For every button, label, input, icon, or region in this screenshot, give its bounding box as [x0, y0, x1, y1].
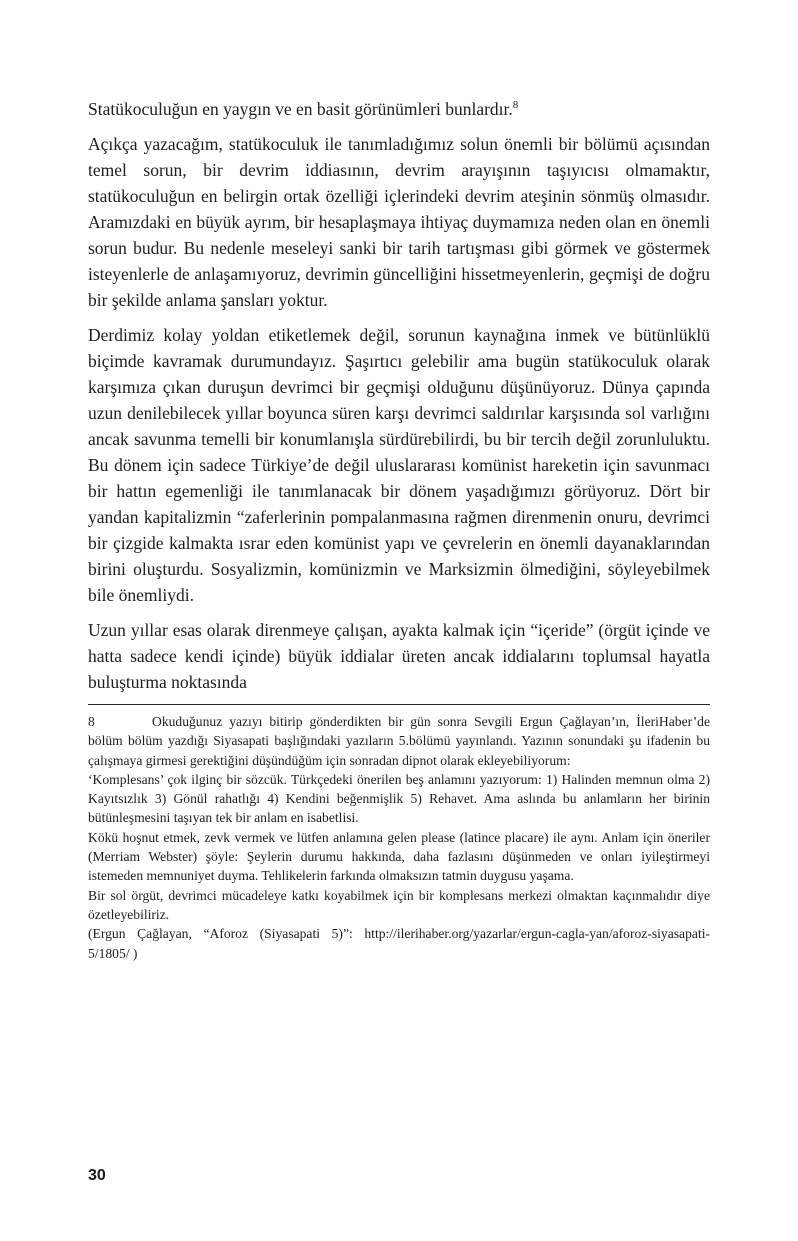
footnote-paragraph: (Ergun Çağlayan, “Aforoz (Siyasapati 5)”: http://ilerihaber.org/yazarlar/ergun-cagla-yan/aforoz-siyasapati-5/1805/ ) [88, 926, 710, 961]
paragraph: Uzun yıllar esas olarak direnmeye çalışan, ayakta kalmak için “içeride” (örgüt içinde ve hatta sadece kendi içinde) büyük iddialar üreten ancak iddialarını toplumsal hayatla buluşturma noktasında [88, 620, 710, 692]
footnote-paragraph [88, 712, 710, 770]
footnote-rule [88, 704, 710, 705]
footnote-paragraph: ‘Komplesans’ çok ilginç bir sözcük. Türkçedeki önerilen beş anlamını yazıyorum: 1) Halinden memnun olma 2) Kayıtsızlık 3) Gönül rahatlığı 4) Kendini beğenmişlik 5) Rehavet. Ama aslında bu anlamların her birinin bütünleşmesini taşıyan tek bir anlam en isabetlisi. [88, 771, 710, 826]
page-number: 30 [88, 1167, 106, 1184]
footnote-paragraph: Bir sol örgüt, devrimci mücadeleye katkı koyabilmek için bir komplesans merkezi olmaktan kaçınmalıdır diye özetleyebiliriz. [88, 887, 710, 922]
paragraph-text: Statükoculuğun en yaygın ve en basit görünümleri bunlardır. [88, 99, 513, 119]
paragraph: Derdimiz kolay yoldan etiketlemek değil, sorunun kaynağına inmek ve bütünlüklü biçimde kavramak durumundayız. Şaşırtıcı gelebilir ama bugün statükoculuk olarak karşımıza çıkan duruşun devrimci bir geçmişi olduğunu düşünüyoruz. Dünya çapında uzun denilebilecek yıllar boyunca süren karşı devrimci saldırılar karşısında sol varlığını ancak savunma temelli bir konumlanışla sürdürebilirdi, bu bir tercih değil zorunluluktu. Bu dönem için sadece Türkiye’de değil uluslararası komünist hareketin için savunmacı bir hattın egemenliği ile tanımlanacak bir dönem yaşadığımızı görüyoruz. Dört bir yandan kapitalizmin “zaferlerinin pompalanmasına rağmen direnmenin onuru, devrimci bir çizgide kalmakta ısrar eden komünist yapı ve çevrelerin en önemli dayanaklarından birini oluşturdu. Sosyalizmin, komünizmin ve Marksizmin ölmediğini, söyleyebilmek bile önemliydi. [88, 325, 710, 605]
footnote-text: Okuduğunuz yazıyı bitirip gönderdikten bir gün sonra Sevgili Ergun Çağlayan’ın, İleriHaber’de bölüm bölüm yazdığı Siyasapati başlığındaki yazıların 5.bölümü yayınlandı. Yazının sonundaki şu ifadenin bu çalışmaya girmesi gerektiğini düşündüğüm için sonradan dipnot olarak ekleyebiliyorum: [88, 714, 710, 768]
footnote-marker: 8 [88, 714, 95, 729]
body-text [88, 96, 710, 695]
paragraph [88, 96, 710, 122]
footnote-ref: 8 [512, 99, 519, 112]
footnotes [88, 712, 710, 963]
paragraph: Açıkça yazacağım, statükoculuk ile tanımladığımız solun önemli bir bölümü açısından temel sorun, bir devrim iddiasının, devrim arayışının taşıyıcısı olmamaktır, statükoculuğun en belirgin ortak özelliği içlerindeki devrim ateşinin sönmüş olmasıdır. Aramızdaki en büyük ayrım, bir hesaplaşmaya ihtiyaç duymamıza neden olan en önemli sorun budur. Bu nedenle meseleyi sanki bir tarih tartışması gibi görmek ve göstermek isteyenlerle de anlaşamıyoruz, devrimin güncelliğini hissetmeyenlerin, geçmişi de doğru bir şekilde anlama şansları yoktur. [88, 134, 710, 310]
footnote-paragraph: Kökü hoşnut etmek, zevk vermek ve lütfen anlamına gelen please (latince placare) ile aynı. Anlam için öneriler (Merriam Webster) şöyle: Şeylerin durumu hakkında, daha fazlasını düşünmeden ve onları iyileştirmeyi istemeden memnuniyet duyma. Tehlikelerin farkında olmaksızın tatmin duygusu yaşama. [88, 829, 710, 884]
